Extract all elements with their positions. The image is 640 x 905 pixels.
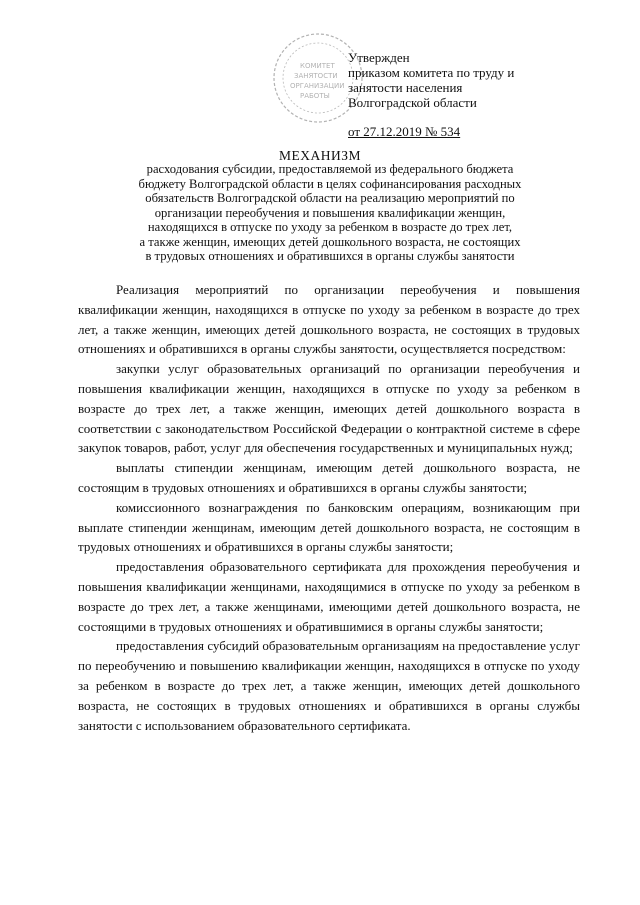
paragraph-item: предоставления образовательного сертификата для прохождения переобучения и повышения квалификации женщинами, находящимися в отпуске по уходу за ребенком в возрасте до трех лет, а также женщинами, имеющими детей дошкольного возраста, не состоящими в трудовых отношениях и обратившимися в органы службы занятости; xyxy=(78,559,580,634)
approval-line: занятости населения xyxy=(348,80,463,95)
paragraph-item: комиссионного вознаграждения по банковским операциям, возникающим при выплате стипендии женщинам, имеющим детей дошкольного возраста, не состоящим в трудовых отношениях и обратившихся в органы службы занятости; xyxy=(78,499,580,555)
paragraph-item: предоставления субсидий образовательным организациям на предоставление услуг по переобучению и повышению квалификации женщин, находящихся в отпуске по уходу за ребенком в возрасте до трех лет, а также женщин, имеющих детей дошкольного возраста, не состоящих в трудовых отношениях и обратившихся в органы службы занятости с использованием образовательного сертификата. xyxy=(78,638,580,733)
subtitle-line: организации переобучения и повышения квалификации женщин, xyxy=(154,205,506,220)
seal-line: ОРГАНИЗАЦИИ xyxy=(290,82,345,90)
subtitle-line: а также женщин, имеющих детей дошкольного возраста, не состоящих xyxy=(139,234,521,249)
subtitle-line: бюджету Волгоградской области в целях софинансирования расходных xyxy=(138,176,522,191)
document-body xyxy=(78,280,580,735)
paragraph-item: закупки услуг образовательных организаций по организации переобучения и повышения квалификации женщин, находящихся в отпуске по уходу за ребенком в возрасте до трех лет, а также женщин, имеющих детей дошкольного возраста в соответствии с законодательством Российской Федерации о контрактной системе в сфере закупок товаров, работ, услуг для обеспечения государственных и муниципальных нужд; xyxy=(78,361,580,456)
subtitle-line: обязательств Волгоградской области на реализацию мероприятий по xyxy=(145,191,515,205)
approval-line: приказом комитета по труду и xyxy=(348,65,515,80)
paragraph-intro: Реализация мероприятий по организации переобучения и повышения квалификации женщин, находящихся в отпуске по уходу за ребенком в возрасте до трех лет, а также женщин, имеющих детей дошкольного возраста, не состоящих в трудовых отношениях и обратившихся в органы службы занятости, осуществляется посредством: xyxy=(78,282,580,357)
subtitle-line: в трудовых отношениях и обратившихся в органы службы занятости xyxy=(145,249,515,263)
document-subtitle xyxy=(100,162,560,264)
subtitle-line: расходования субсидии, предоставляемой из федерального бюджета xyxy=(146,162,514,176)
seal-line: РАБОТЫ xyxy=(300,92,330,100)
seal-line: КОМИТЕТ xyxy=(300,62,335,70)
paragraph-item: выплаты стипендии женщинам, имеющим детей дошкольного возраста, не состоящим в трудовых отношениях и обратившихся в органы службы занятости; xyxy=(78,460,580,495)
approval-line: Волгоградской области xyxy=(348,95,477,110)
document-title: МЕХАНИЗМ xyxy=(278,148,361,163)
approval-block xyxy=(348,50,608,139)
subtitle-line: находящихся в отпуске по уходу за ребенком в возрасте до трех лет, xyxy=(147,220,513,234)
approval-date-number xyxy=(348,124,608,139)
approval-line: Утвержден xyxy=(348,50,410,65)
approval-date-text: от 27.12.2019 № 534 xyxy=(348,124,461,139)
seal-line: ЗАНЯТОСТИ xyxy=(294,72,338,80)
